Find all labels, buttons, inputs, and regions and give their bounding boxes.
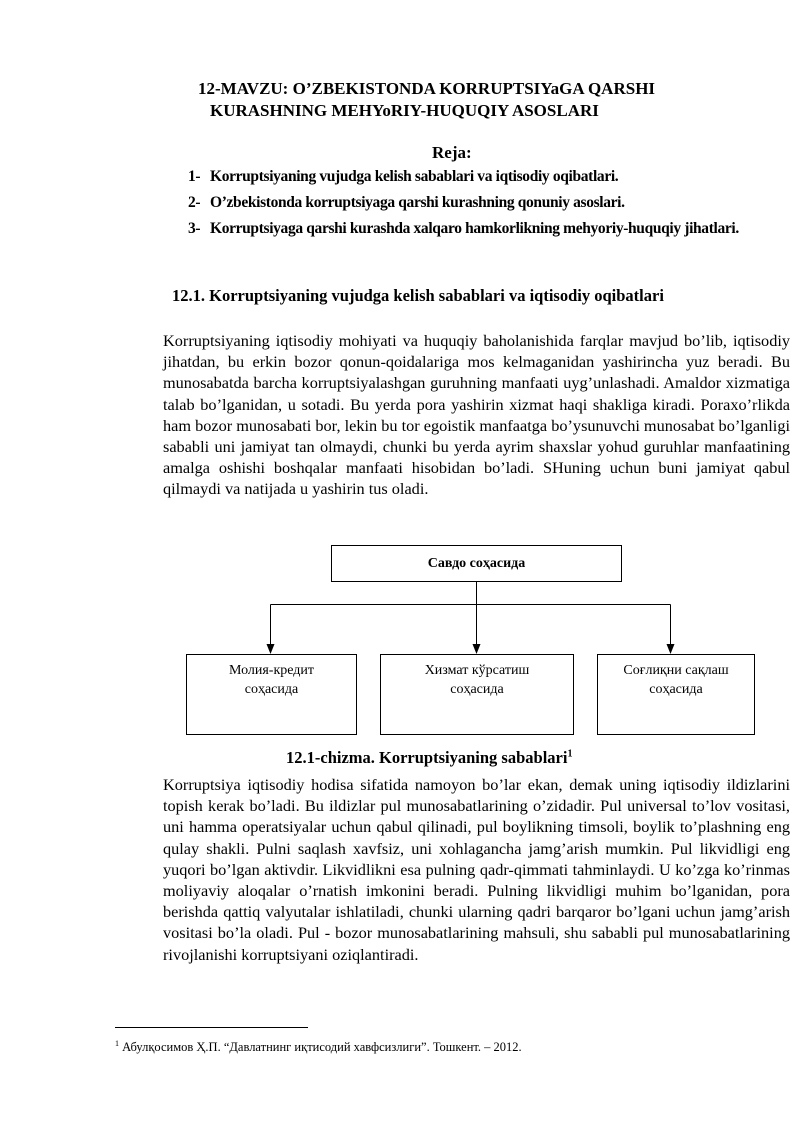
- diagram-child-label: соҳасида: [450, 682, 504, 697]
- plan-item: [188, 216, 743, 242]
- diagram-child-box: [186, 654, 357, 735]
- plan-item-text: Korruptsiyaning vujudga kelish sabablari va iqtisodiy oqibatlari.: [210, 168, 619, 185]
- plan-item: [188, 164, 743, 190]
- figure-caption-text: 12.1-chizma. Korruptsiyaning sabablari: [286, 748, 568, 767]
- plan-item-number: 2-: [188, 194, 201, 211]
- diagram-top-label: Савдо соҳасида: [427, 556, 526, 571]
- diagram-top-box: [331, 545, 622, 582]
- diagram-child-label: Соғлиқни сақлаш: [623, 663, 729, 678]
- plan-item-number: 1-: [188, 168, 201, 185]
- topic-title-line-1: 12-MAVZU: O’ZBEKISTONDA KORRUPTSIYaGA QARSHI: [198, 79, 656, 98]
- plan-item-text: O’zbekistonda korruptsiyaga qarshi kurashning qonuniy asoslari.: [210, 194, 625, 211]
- plan-item-text: Korruptsiyaga qarshi kurashda xalqaro hamkorlikning mehyoriy-huquqiy jihatlari.: [210, 220, 739, 237]
- diagram-child-box: [597, 654, 755, 735]
- diagram-child-label: соҳасида: [649, 682, 703, 697]
- plan-item: [188, 190, 743, 216]
- figure-caption: [286, 748, 572, 768]
- topic-title: [198, 78, 758, 122]
- diagram-child-label: Молия-кредит: [228, 663, 315, 678]
- causes-diagram: [0, 540, 800, 740]
- section-heading: 12.1. Korruptsiyaning vujudga kelish sabablari va iqtisodiy oqibatlari: [172, 286, 664, 305]
- plan-item-number: 3-: [188, 220, 201, 237]
- topic-title-line-2: KURASHNING MEHYoRIY-HUQUQIY ASOSLARI: [210, 101, 599, 120]
- diagram-child-box: [380, 654, 574, 735]
- plan-list: [188, 164, 743, 242]
- footnote-divider: [115, 1027, 308, 1028]
- footnote-mark: 1: [115, 1039, 119, 1048]
- paragraph-2: Korruptsiya iqtisodiy hodisa sifatida namoyon bo’lar ekan, demak uning iqtisodiy ildizlarini topish kerak bo’ladi. Bu ildizlar pul munosabatlarining o’zidadir. Pul universal to’lov vositasi, uni hamma operatsiyalar uchun qabul qilinadi, pul boylikning timsoli, boylik to’plashning eng qulay shakli. Pulni saqlash xavfsiz, uni xohlagancha jamg’arish mumkin. Pul likvidligi eng yuqori bo’lgan aktivdir. Likvidlikni esa pulning qadr-qimmati tahminlaydi. U ko’zga ko’rinmas moliyaviy aloqalar o’rnatish imkonini beradi. Pulning likvidligi muhim bo’lganidan, pora berishda qattiq valyutalar ishlatiladi, chunki ularning qadri barqaror bo’lgani uchun jamg’arish vositasi bo’la oladi. Pul - bozor munosabatlarining mahsuli, shu sababli pul munosabatlarining rivojlanishi korruptsiyani oziqlantiradi.: [163, 775, 790, 964]
- diagram-child-label: соҳасида: [244, 682, 299, 697]
- footnote: [115, 1039, 522, 1055]
- footnote-text: Абулқосимов Ҳ.П. “Давлатнинг иқтисодий хавфсизлиги”. Тошкент. – 2012.: [122, 1040, 522, 1055]
- plan-heading: Reja:: [432, 143, 472, 162]
- paragraph-1: Korruptsiyaning iqtisodiy mohiyati va huquqiy baholanishida farqlar mavjud bo’lib, iqtisodiy jihatdan, bu erkin bozor qonun-qoidalariga mos kelmaganidan yashirincha yuz beradi. Bu munosabatda barcha korruptsiyalashgan guruhning manfaati uyg’unlashadi. Amaldor xizmatiga talab bo’lganidan, u sotadi. Bu yerda pora yashirin xizmat haqi shakliga kiradi. Poraxo’rlikda ham bozor munosabati bor, lekin bu tor egoistik manfaatga bo’ysunuvchi munosabat bo’lganligi sababli uni jamiyat tan olmaydi, chunki bu yerda ayrim shaxslar yohud guruhlar manfaatining amalga oshishi boshqalar manfaati hisobidan bo’ladi. SHuning uchun buni jamiyat qabul qilmaydi va natijada u yashirin tus oladi.: [163, 331, 790, 499]
- footnote-reference[interactable]: 1: [567, 748, 573, 760]
- diagram-child-label: Хизмат кўрсатиш: [424, 663, 530, 678]
